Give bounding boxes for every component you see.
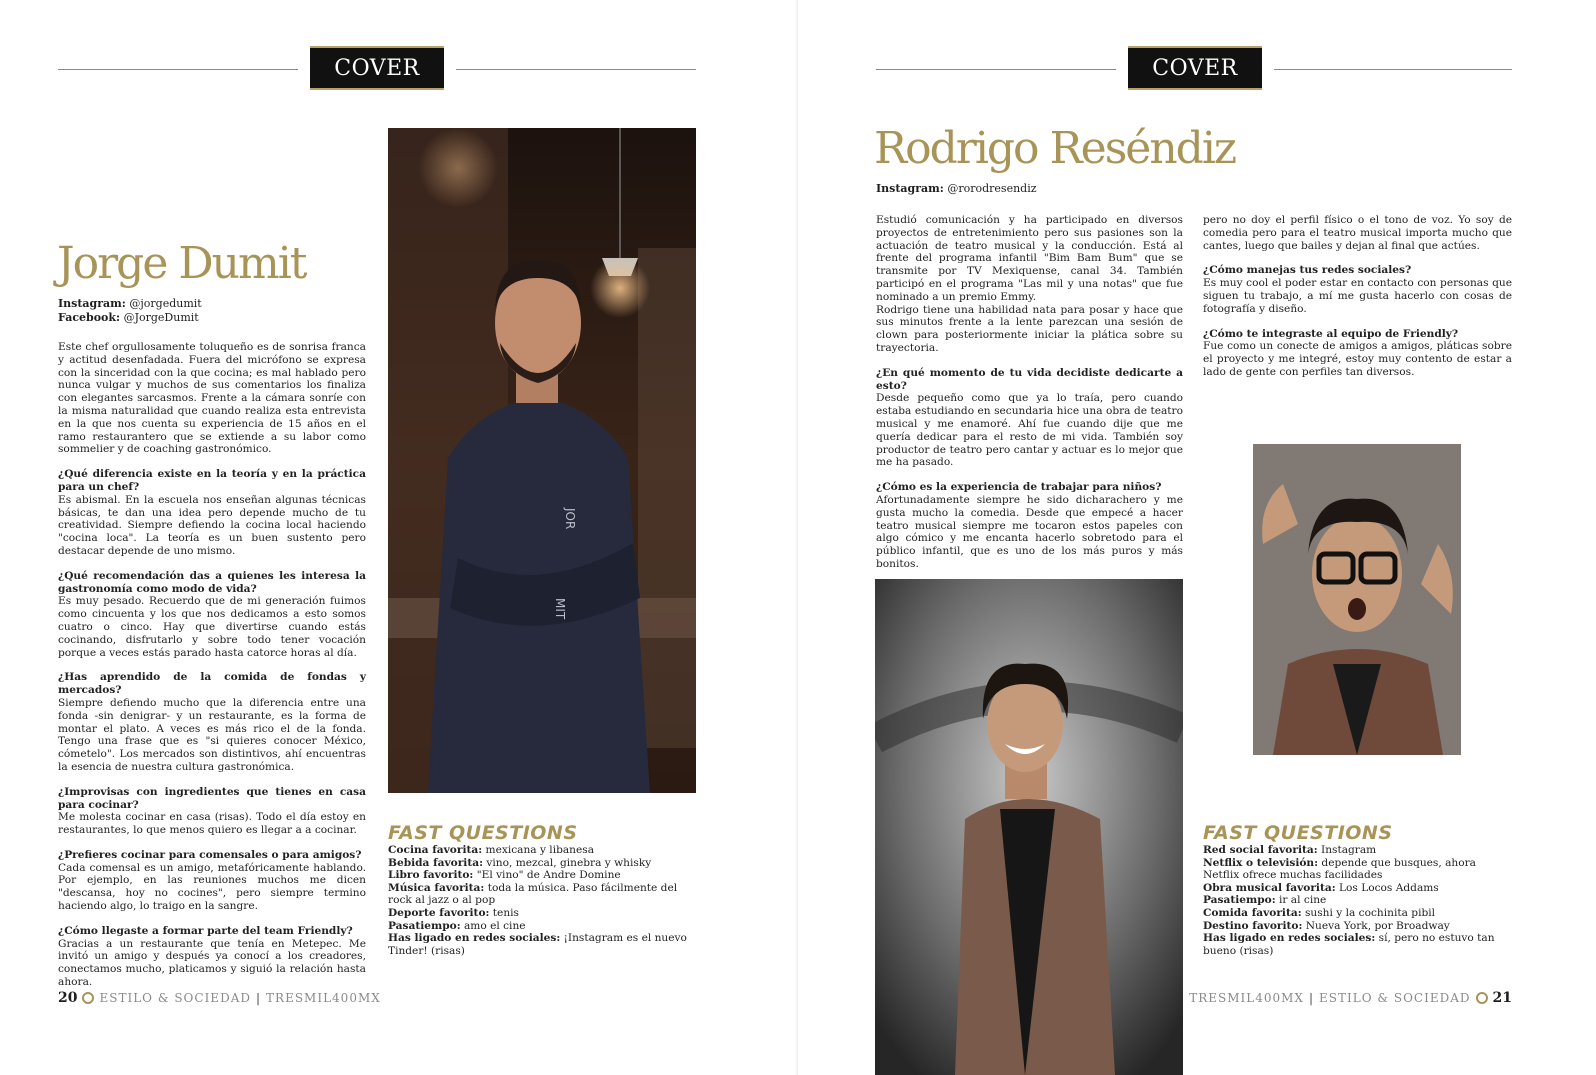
social-handles <box>876 182 1037 196</box>
footer-separator: | <box>255 991 262 1005</box>
answer: Es muy cool el poder estar en contacto con personas que siguen tu trabajo, a mí me gusta hacerlo con cosas de fotografía y diseño. <box>1203 277 1512 315</box>
page-number: 20 <box>58 990 78 1006</box>
qa-block <box>58 786 366 837</box>
fast-question-label: Has ligado en redes sociales: <box>388 932 561 945</box>
header-rule-right <box>1274 69 1512 70</box>
question: ¿Cómo es la experiencia de trabajar para niños? <box>876 481 1162 494</box>
answer: Me molesta cocinar en casa (risas). Todo el día estoy en restaurantes, lo que menos quiero es llegar a a cocinar. <box>58 811 366 837</box>
fast-question-item <box>388 869 698 882</box>
fast-question-label: Has ligado en redes sociales: <box>1203 932 1376 945</box>
facebook-handle: @JorgeDumit <box>123 311 199 324</box>
fast-question-value: "El vino" de Andre Domine <box>473 869 621 882</box>
article-column-2 <box>1203 214 1512 391</box>
qa-block <box>876 481 1183 571</box>
fast-question-item <box>1203 932 1512 957</box>
question: ¿Cómo manejas tus redes sociales? <box>1203 264 1412 277</box>
facebook-label: Facebook: <box>58 311 121 324</box>
fast-question-item <box>388 882 698 907</box>
fast-question-item <box>1203 844 1512 857</box>
fast-question-value: ¡Instagram es el nuevo Tinder! (risas) <box>388 932 687 957</box>
fast-question-label: Comida favorita: <box>1203 906 1302 919</box>
answer: Siempre defiendo mucho que la diferencia entre una fonda -sin denigrar- y un restaurante, es la forma de montar el plato. A veces es más rico el de la fonda. Tengo una frase que es "si quieres conocer México, cómetelo". Los mercados son distintivos, ahí encuentras la esencia de nuestra cultura gastronómica. <box>58 696 366 773</box>
fast-question-label: Cocina favorita: <box>388 844 483 856</box>
fast-question-value: Los Locos Addams <box>1335 881 1439 894</box>
header-rule-right <box>456 69 696 70</box>
page-footer <box>58 990 381 1006</box>
question: ¿En qué momento de tu vida decidiste dedicarte a esto? <box>876 366 1183 392</box>
fast-question-label: Libro favorito: <box>388 869 474 882</box>
fast-questions-title: FAST QUESTIONS <box>388 822 578 844</box>
fast-question-value: depende que busques, ahora Netflix ofrece muchas facilidades <box>1203 856 1476 882</box>
fast-question-item <box>388 932 698 957</box>
fast-question-item <box>1203 920 1512 933</box>
intro-paragraph: Estudió comunicación y ha participado en diversos proyectos de entretenimiento pero sus pasiones son la actuación de teatro musical y la conducción. Está al frente del programa infantil "Bim Bam Bum" que se transmite por TV Mexiquense, canal 34. También participó en el programa "Las mil y una notas" que fue nominado a un premio Emmy. <box>876 214 1183 303</box>
question: ¿Cómo te integraste al equipo de Friendly? <box>1203 327 1459 340</box>
fast-question-value: tenis <box>489 906 519 919</box>
site-name: TRESMIL400MX <box>266 991 381 1005</box>
answer: Cada comensal es un amigo, metafóricamente hablando. Por ejemplo, en las reuniones muchos me dicen "descansa, hoy no cocines", pero siempre termino haciendo algo, lo traigo en la sangre. <box>58 861 366 913</box>
article-column <box>58 341 366 1001</box>
footer-separator: | <box>1308 991 1315 1005</box>
fast-question-value: vino, mezcal, ginebra y whisky <box>483 856 652 869</box>
actor-glasses-illustration <box>1253 444 1461 755</box>
question: ¿Qué recomendación das a quienes les interesa la gastronomía como modo de vida? <box>58 569 366 595</box>
fast-question-item <box>388 844 698 857</box>
fast-question-label: Destino favorito: <box>1203 919 1303 932</box>
fast-question-value: amo el cine <box>460 919 526 932</box>
fast-question-item <box>388 920 698 933</box>
actor-glasses-photo <box>1253 444 1461 755</box>
fast-question-value: Instagram <box>1317 844 1377 856</box>
qa-block <box>58 570 366 660</box>
fast-question-item <box>1203 894 1512 907</box>
fast-question-value: Nueva York, por Broadway <box>1302 919 1450 932</box>
answer: Fue como un conecte de amigos a amigos, pláticas sobre el proyecto y me integré, estoy muy contento de estar a lado de gente con perfiles tan diversos. <box>1203 340 1512 378</box>
right-page <box>798 0 1596 1075</box>
qa-block <box>58 468 366 558</box>
answer: Gracias a un restaurante que tenía en Metepec. Me invitó un amigo y después ya conocí a los creadores, conectamos mucho, platicamos y siguió la relación hasta ahora. <box>58 937 366 989</box>
fast-question-value: ir al cine <box>1275 894 1327 907</box>
answer: Es abismal. En la escuela nos enseñan algunas técnicas básicas, te dan una idea pero depende mucho de tu creatividad. Siempre defiendo la cocina local haciendo "cocina loca". La teoría es un buen sustento pero destacar depende de uno mismo. <box>58 493 366 557</box>
instagram-handle: @jorgedumit <box>129 297 202 310</box>
fast-question-item <box>1203 857 1512 882</box>
continued-answer: pero no doy el perfil físico o el tono de voz. Yo soy de comedia pero para el teatro musical importa mucho que cantes, luego que bailes y dejan al final que actúes. <box>1203 214 1512 252</box>
profile-name: Rodrigo Reséndiz <box>874 123 1236 174</box>
question: ¿Prefieres cocinar para comensales o para amigos? <box>58 848 362 861</box>
page-number: 21 <box>1492 990 1512 1006</box>
qa-block <box>1203 264 1512 315</box>
qa-block <box>58 925 366 989</box>
header-rule-left <box>58 69 298 70</box>
fast-questions-list <box>1203 844 1512 957</box>
actor-portrait-illustration <box>875 579 1183 1075</box>
page-footer <box>1189 990 1512 1006</box>
fast-question-value: toda la música. Paso fácilmente del rock al jazz o al pop <box>388 881 678 907</box>
intro-paragraph: Rodrigo tiene una habilidad nata para posar y hace que sus minutos frente a la lente parezcan una sesión de clown para posteriormente iniciar la plática sobre su trayectoria. <box>876 303 1183 354</box>
magazine-name: ESTILO & SOCIEDAD <box>1319 991 1471 1005</box>
fast-question-item <box>1203 882 1512 895</box>
fast-question-label: Pasatiempo: <box>1203 894 1276 907</box>
instagram-handle: @rorodresendiz <box>947 182 1037 195</box>
fast-questions-list <box>388 844 698 957</box>
circle-bullet-icon <box>1476 992 1488 1004</box>
circle-bullet-icon <box>82 992 94 1004</box>
cover-section-tag: COVER <box>310 46 444 90</box>
svg-text:JOR: JOR <box>563 508 577 530</box>
qa-block <box>58 671 366 773</box>
cover-section-tag: COVER <box>1128 46 1262 90</box>
fast-question-label: Bebida favorita: <box>388 856 484 869</box>
qa-block <box>1203 328 1512 379</box>
answer: Afortunadamente siempre he sido dicharachero y me gusta mucho la comedia. Desde que empecé a hacer teatro musical siempre me tocaron estos papeles con algo cómico y me encanta hacerlo sobretodo para el público infantil, que es uno de los más puros y más bonitos. <box>876 493 1183 570</box>
fast-question-value: mexicana y libanesa <box>482 844 595 856</box>
instagram-label: Instagram: <box>876 182 944 195</box>
question: ¿Cómo llegaste a formar parte del team Friendly? <box>58 924 353 937</box>
fast-question-value: sí, pero no estuvo tan bueno (risas) <box>1203 932 1495 957</box>
answer: Es muy pesado. Recuerdo que de mi generación fuimos como cincuenta y los que nos dedicamos a esto somos cuatro o cinco. Hay que divertirse cuando estás cocinando, disfrutarlo y sobre todo tener vocación porque a veces estás parado hasta catorce horas al día. <box>58 595 366 659</box>
fast-question-label: Obra musical favorita: <box>1203 881 1336 894</box>
site-name: TRESMIL400MX <box>1189 991 1304 1005</box>
magazine-name: ESTILO & SOCIEDAD <box>99 991 251 1005</box>
question: ¿Has aprendido de la comida de fondas y mercados? <box>58 671 366 697</box>
fast-question-label: Netflix o televisión: <box>1203 856 1319 869</box>
fast-question-label: Red social favorita: <box>1203 844 1318 856</box>
fast-question-value: sushi y la cochinita pibil <box>1301 906 1436 919</box>
question: ¿Improvisas con ingredientes que tienes en casa para cocinar? <box>58 785 366 811</box>
fast-question-label: Pasatiempo: <box>388 919 461 932</box>
instagram-label: Instagram: <box>58 297 126 310</box>
qa-block <box>58 849 366 913</box>
qa-block <box>876 367 1183 469</box>
social-handles <box>58 297 202 325</box>
header-rule-left <box>876 69 1116 70</box>
question: ¿Qué diferencia existe en la teoría y en la práctica para un chef? <box>58 468 366 493</box>
chef-portrait-photo <box>388 128 696 793</box>
fast-question-label: Deporte favorito: <box>388 906 490 919</box>
fast-question-item <box>388 907 698 920</box>
fast-question-label: Música favorita: <box>388 881 485 894</box>
fast-question-item <box>1203 907 1512 920</box>
intro-paragraph: Este chef orgullosamente toluqueño es de sonrisa franca y actitud desenfadada. Fuera del micrófono se expresa con la sinceridad con la que cocina; es mal hablado pero nunca vulgar y muchos de sus comentarios los finaliza con elegantes sarcasmos. Frente a la cámara sonríe con la misma naturalidad que cuando realiza esta entrevista en la que nos cuenta su experiencia de 15 años en el ramo restaurantero que se extiende a su labor como sommelier y de coaching gastronómico. <box>58 341 366 456</box>
answer: Desde pequeño como que ya lo traía, pero cuando estaba estudiando en secundaria hice una obra de teatro musical y me enamoré. Ahí fue cuando dije que me quería dedicar para el resto de mi vida. También soy productor de teatro pero cantar y actuar es lo mejor que me ha pasado. <box>876 392 1183 469</box>
fast-question-item <box>388 857 698 870</box>
actor-portrait-photo <box>875 579 1183 1075</box>
fast-questions-title: FAST QUESTIONS <box>1203 822 1393 844</box>
svg-text:MIT: MIT <box>553 598 567 620</box>
chef-portrait-illustration <box>388 128 696 793</box>
profile-name: Jorge Dumit <box>57 238 306 289</box>
